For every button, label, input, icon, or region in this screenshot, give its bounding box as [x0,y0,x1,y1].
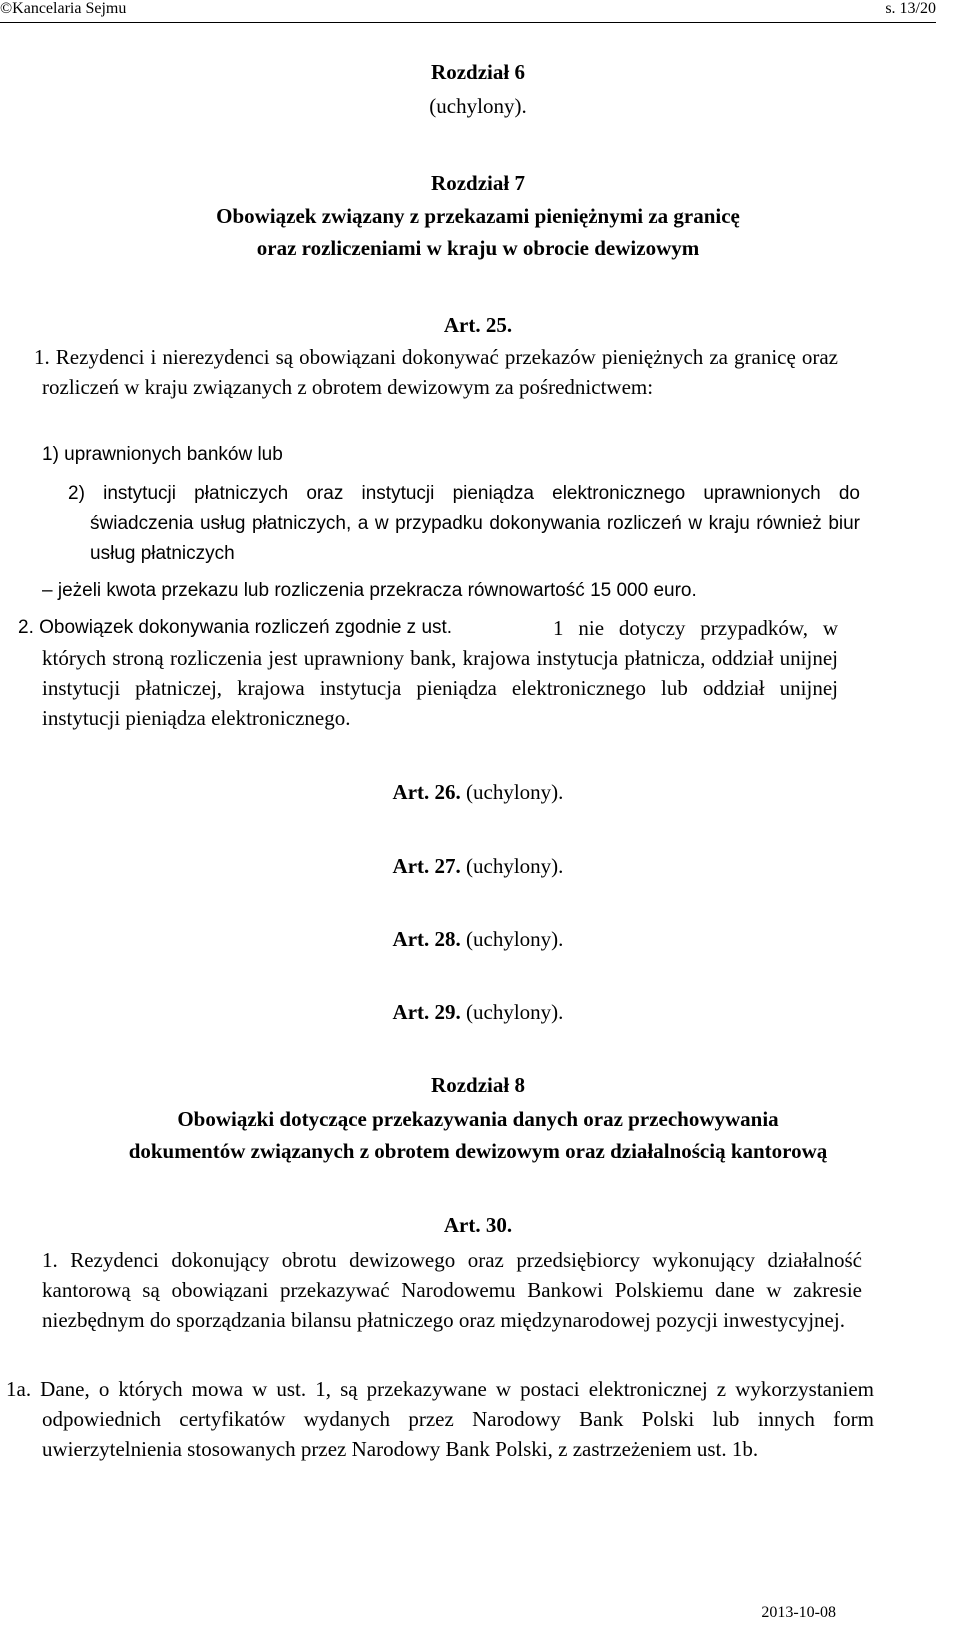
art26-heading: Art. 26. [392,780,461,804]
page-header [0,0,936,23]
art27-heading: Art. 27. [392,854,461,878]
art29-heading: Art. 29. [392,1000,461,1024]
art26-status: (uchylony). [466,780,564,804]
art25-item-1: 1) uprawnionych banków lub [42,444,283,465]
art25-item-2: 2) instytucji płatniczych oraz instytucji pieniądza elektronicznego uprawnionych do świadczenia usług płatniczych, a w przypadku dokonywania rozliczeń w kraju również biur usług płatniczych [68,483,860,564]
art29-line [0,997,956,1027]
art25-paragraph-2-start: 2. Obowiązek dokonywania rozliczeń zgodnie z ust. [18,617,453,638]
header-source: ©Kancelaria Sejmu [0,0,127,17]
art28-status: (uchylony). [466,927,564,951]
chapter6-title: Rozdział 6 [431,60,525,84]
header-page-number: s. 13/20 [885,0,936,17]
art30-paragraph-1: 1. Rezydenci dokonujący obrotu dewizowego oraz przedsiębiorcy wykonujący działalność kantorową są obowiązani przekazywać Narodowemu Bankowi Polskiemu dane w zakresie niezbędnym do sporządzania bilansu płatniczego oraz międzynarodowej pozycji inwestycyjnej. [42,1248,862,1332]
art28-line [0,924,956,954]
chapter7-title: Rozdział 7 [431,171,525,195]
art25-paragraph-2: 1 nie dotyczy przypadków, w których stroną rozliczenia jest uprawniony bank, krajowa instytucja płatnicza, oddział unijnej instytucji płatniczej, krajowa instytucja pieniądza elektronicznego lub oddział unijnej instytucji pieniądza elektronicznego. [42,616,838,730]
art27-status: (uchylony). [466,854,564,878]
art27-line [0,851,956,881]
chapter7-subtitle-line2: oraz rozliczeniami w kraju w obrocie dewizowym [256,236,700,260]
art29-status: (uchylony). [466,1000,564,1024]
art25-paragraph-1: 1. Rezydenci i nierezydenci są obowiązani dokonywać przekazów pieniężnych za granicę oraz rozliczeń w kraju związanych z obrotem dewizowym za pośrednictwem: [34,345,838,399]
footer-date: 2013-10-08 [761,1604,836,1621]
art28-heading: Art. 28. [392,927,461,951]
art30-paragraph-1a: 1a. Dane, o których mowa w ust. 1, są przekazywane w postaci elektronicznej z wykorzystaniem odpowiednich certyfikatów wydanych przez Narodowy Bank Polski lub innych form uwierzytelnienia stosowanych przez Narodowy Bank Polski, z zastrzeżeniem ust. 1b. [6,1377,874,1461]
chapter7-subtitle-line1: Obowiązek związany z przekazami pieniężnymi za granicę [216,204,740,228]
chapter8-title: Rozdział 8 [431,1073,525,1097]
chapter8-subtitle-line1: Obowiązki dotyczące przekazywania danych oraz przechowywania [177,1107,779,1131]
art25-heading: Art. 25. [443,313,513,337]
art30-heading: Art. 30. [443,1213,513,1237]
chapter6-status: (uchylony). [429,94,527,118]
art26-line [0,777,956,807]
chapter8-subtitle-line2: dokumentów związanych z obrotem dewizowym oraz działalnością kantorową [128,1139,828,1163]
art25-closing-dash: – jeżeli kwota przekazu lub rozliczenia przekracza równowartość 15 000 euro. [42,580,697,601]
